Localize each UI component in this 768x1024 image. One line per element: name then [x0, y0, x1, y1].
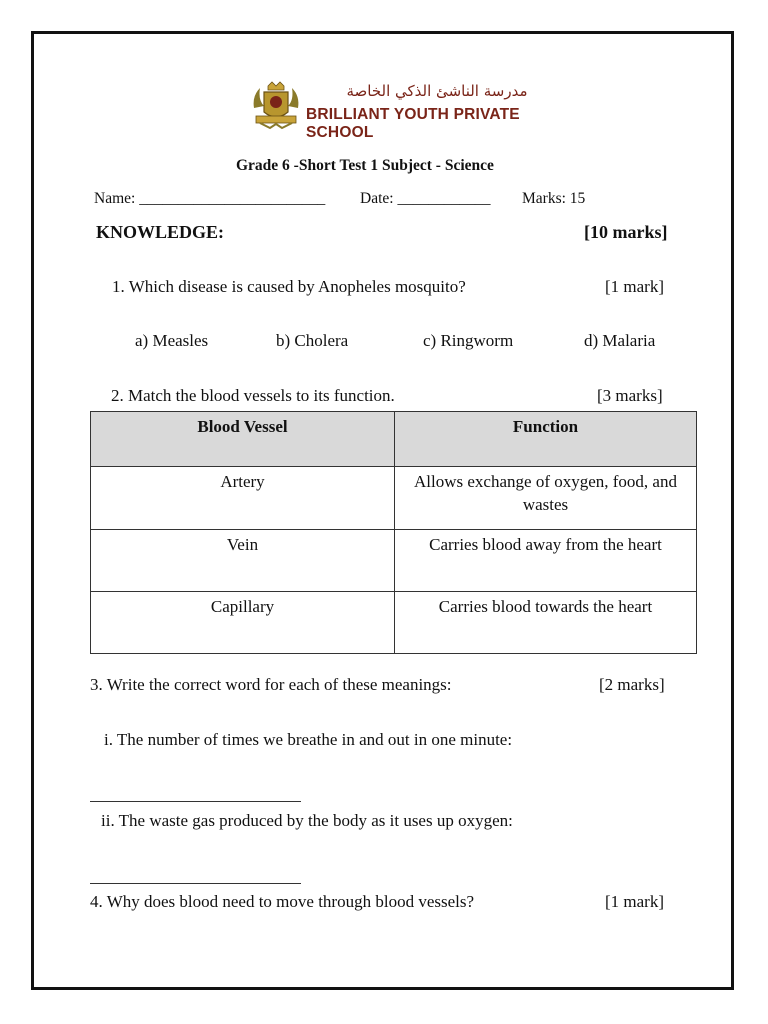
- school-name-english: BRILLIANT YOUTH PRIVATE SCHOOL: [306, 106, 520, 141]
- marks-field: Marks: 15: [522, 190, 586, 207]
- question-3-marks: [2 marks]: [599, 675, 665, 694]
- question-2-marks: [3 marks]: [597, 386, 663, 405]
- section-marks: [10 marks]: [584, 222, 668, 242]
- table-row: [91, 530, 697, 592]
- table-cell-vessel: Artery: [91, 467, 395, 530]
- test-title: Grade 6 -Short Test 1 Subject - Science: [236, 157, 494, 174]
- date-field: Date: ____________: [360, 190, 491, 207]
- question-2: 2. Match the blood vessels to its function.: [111, 386, 395, 405]
- option-a: a) Measles: [135, 331, 209, 350]
- school-logo: [250, 78, 580, 141]
- table-header-function: Function: [395, 412, 697, 467]
- blood-vessel-table: [90, 411, 697, 654]
- school-crest-icon: [250, 78, 302, 130]
- table-header-row: [91, 412, 697, 467]
- table-cell-vessel: Capillary: [91, 592, 395, 654]
- option-b: b) Cholera: [276, 331, 349, 350]
- question-4-marks: [1 mark]: [605, 892, 665, 911]
- school-name-arabic: مدرسة الناشئ الذكي الخاصة: [346, 82, 528, 100]
- table-cell-vessel: Vein: [91, 530, 395, 592]
- table-cell-function: Carries blood away from the heart: [395, 530, 697, 592]
- question-1-marks: [1 mark]: [605, 277, 665, 296]
- question-3-item-1: i. The number of times we breathe in and out in one minute:: [104, 730, 513, 749]
- table-row: [91, 467, 697, 530]
- section-title: KNOWLEDGE:: [96, 222, 225, 242]
- table-row: [91, 592, 697, 654]
- answer-line-2[interactable]: [90, 883, 301, 884]
- question-1: 1. Which disease is caused by Anopheles mosquito?: [112, 277, 466, 296]
- answer-line-1[interactable]: [90, 801, 301, 802]
- table-cell-function: Carries blood towards the heart: [395, 592, 697, 654]
- name-field: Name: ________________________: [94, 190, 326, 207]
- table-cell-function: Allows exchange of oxygen, food, and wastes: [395, 467, 697, 530]
- question-4: 4. Why does blood need to move through blood vessels?: [90, 892, 475, 911]
- option-c: c) Ringworm: [423, 331, 514, 350]
- question-3-item-2: ii. The waste gas produced by the body as it uses up oxygen:: [101, 811, 513, 830]
- table-header-vessel: Blood Vessel: [91, 412, 395, 467]
- question-3: 3. Write the correct word for each of these meanings:: [90, 675, 452, 694]
- option-d: d) Malaria: [584, 331, 656, 350]
